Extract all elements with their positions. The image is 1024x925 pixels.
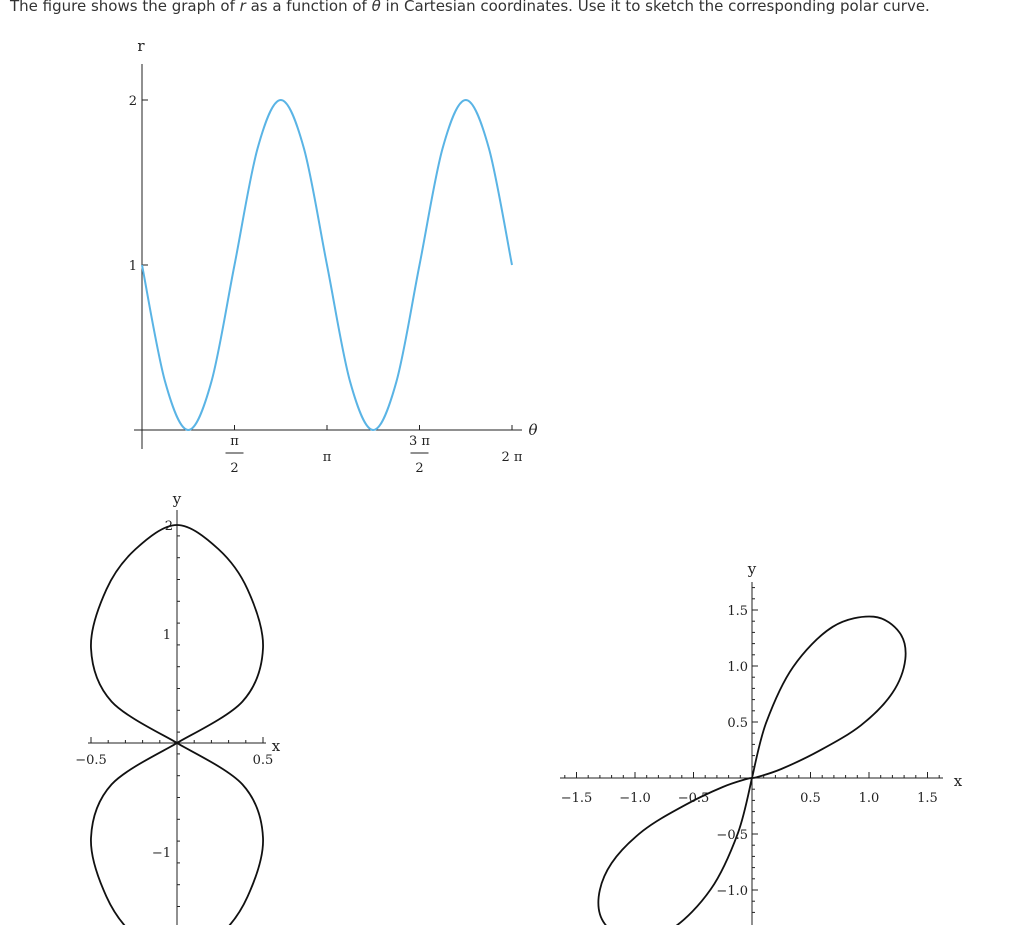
- x-tick-label: −1.0: [619, 791, 651, 806]
- x-tick-denominator: 2: [230, 461, 239, 476]
- x-tick-label: −0.5: [75, 753, 107, 768]
- polar-option-a-chart[interactable]: [75, 490, 281, 925]
- x-tick-label: 2 π: [501, 450, 523, 465]
- y-tick-label: 1: [128, 259, 137, 274]
- y-tick-label: 1.5: [727, 604, 748, 619]
- x-tick-label: 0.5: [800, 791, 821, 806]
- r-theta-curve: [142, 100, 512, 430]
- y-tick-label: 1: [162, 628, 171, 643]
- polar-option-b-chart[interactable]: [560, 560, 963, 925]
- x-tick-label: π: [322, 450, 332, 465]
- y-tick-label: 2: [128, 94, 137, 109]
- x-tick-label: −0.5: [677, 791, 710, 806]
- y-tick-label: −1.0: [716, 884, 748, 899]
- x-tick-numerator: π: [230, 434, 239, 449]
- y-axis-label: y: [747, 560, 757, 578]
- upper-right-lobe: [752, 617, 906, 778]
- x-tick-label: 1.5: [917, 791, 938, 806]
- variable-theta: θ: [371, 0, 381, 15]
- x-tick-label: 1.0: [858, 791, 880, 806]
- y-axis-label: y: [172, 490, 182, 508]
- y-tick-label: −1: [151, 846, 171, 861]
- y-tick-label: 1.0: [727, 660, 748, 675]
- question-text-part-2: as a function of: [245, 0, 372, 15]
- x-axis-label: x: [271, 737, 281, 755]
- x-tick-numerator: 3 π: [409, 434, 430, 449]
- question-text-part-3: in Cartesian coordinates. Use it to sketch the corresponding polar curve.: [380, 0, 930, 15]
- theta-axis-label: θ: [528, 421, 538, 439]
- cartesian-r-theta-chart: [129, 37, 538, 476]
- x-axis-label: x: [953, 772, 963, 790]
- variable-r: r: [239, 0, 246, 15]
- question-text-part-1: The figure shows the graph of: [10, 0, 240, 15]
- y-tick-label: −0.5: [716, 828, 748, 843]
- x-tick-denominator: 2: [415, 461, 424, 476]
- y-tick-label: 2: [164, 519, 173, 534]
- x-tick-label: −1.5: [560, 791, 593, 806]
- r-axis-label: r: [137, 37, 145, 55]
- x-tick-label: 0.5: [252, 753, 274, 768]
- y-tick-label: 0.5: [727, 716, 748, 731]
